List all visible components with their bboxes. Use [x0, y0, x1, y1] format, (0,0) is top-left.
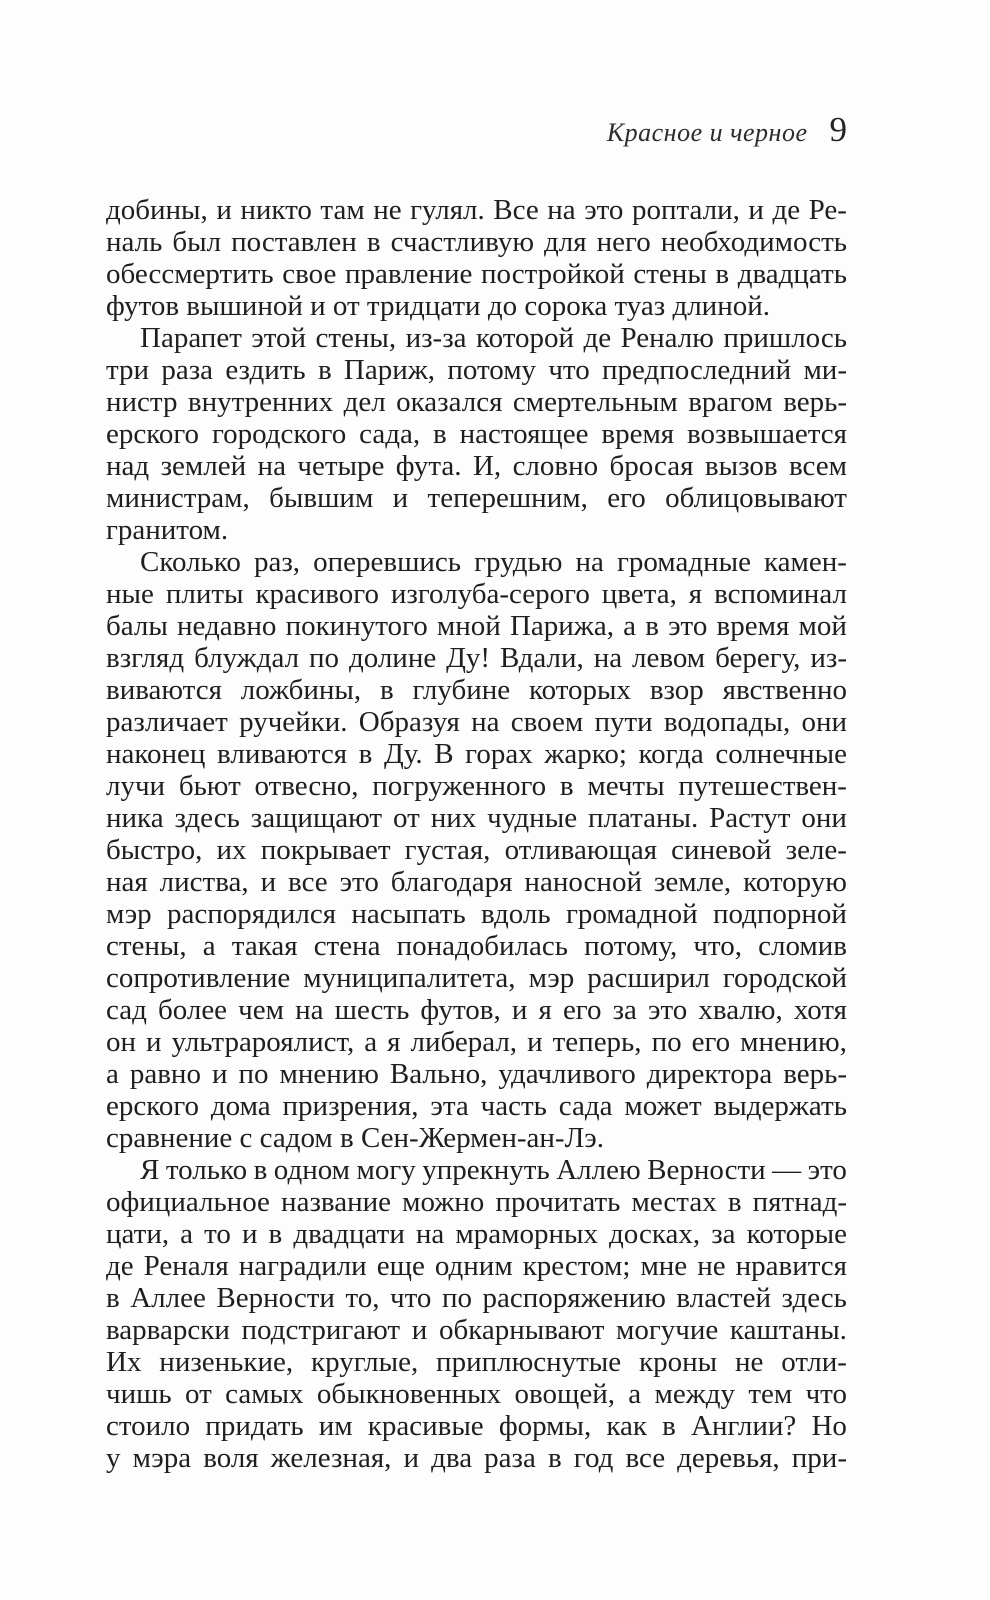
text-line: он и ультрароялист, а я либерал, и теперь, по его мнению,: [106, 1026, 847, 1058]
text-line: Их низенькие, круглые, приплюснутые кроны не отли-: [106, 1346, 847, 1378]
text-line: в Аллее Верности то, что по распоряжению властей здесь: [106, 1282, 847, 1314]
text-line: взгляд блуждал по долине Ду! Вдали, на левом берегу, из-: [106, 642, 847, 674]
text-line: лучи бьют отвесно, погруженного в мечты путешествен-: [106, 770, 847, 802]
text-line: чишь от самых обыкновенных овощей, а между тем что: [106, 1378, 847, 1410]
text-line: мэр распорядился насыпать вдоль громадной подпорной: [106, 898, 847, 930]
text-line: ерского городского сада, в настоящее время возвышается: [106, 418, 847, 450]
text-line: виваются ложбины, в глубине которых взор явственно: [106, 674, 847, 706]
text-line: варварски подстригают и обкарнывают могучие каштаны.: [106, 1314, 847, 1346]
text-line: сопротивление муниципалитета, мэр расширил городской: [106, 962, 847, 994]
text-line: ника здесь защищают от них чудные платаны. Растут они: [106, 802, 847, 834]
text-line: Сколько раз, оперевшись грудью на громадные камен-: [140, 546, 847, 578]
running-head: [607, 110, 847, 150]
text-line: быстро, их покрывает густая, отливающая синевой зеле-: [106, 834, 847, 866]
text-line: ная листва, и все это благодаря наносной земле, которую: [106, 866, 847, 898]
text-line: наль был поставлен в счастливую для него необходимость: [106, 226, 847, 258]
text-line: Я только в одном могу упрекнуть Аллею Верности — это: [140, 1154, 847, 1186]
text-line: а равно и по мнению Вально, удачливого директора верь-: [106, 1058, 847, 1090]
text-line: министрам, бывшим и теперешним, его облицовывают: [106, 482, 847, 514]
text-line: гранитом.: [106, 514, 229, 546]
text-line: добины, и никто там не гулял. Все на это роптали, и де Ре-: [106, 194, 847, 226]
text-line: три раза ездить в Париж, потому что предпоследний ми-: [106, 354, 847, 386]
text-line: стены, а такая стена понадобилась потому, что, сломив: [106, 930, 847, 962]
text-line: наконец вливаются в Ду. В горах жарко; когда солнечные: [106, 738, 847, 770]
page-number: 9: [829, 110, 847, 149]
text-line: сад более чем на шесть футов, и я его за это хвалю, хотя: [106, 994, 847, 1026]
text-line: де Реналя наградили еще одним крестом; мне не нравится: [106, 1250, 847, 1282]
text-line: различает ручейки. Образуя на своем пути водопады, они: [106, 706, 847, 738]
text-block: [106, 194, 847, 1474]
text-line: цати, а то и в двадцати на мраморных досках, за которые: [106, 1218, 847, 1250]
text-line: нистр внутренних дел оказался смертельным врагом верь-: [106, 386, 847, 418]
text-line: балы недавно покинутого мной Парижа, а в это время мой: [106, 610, 847, 642]
text-line: обессмертить свое правление постройкой стены в двадцать: [106, 258, 847, 290]
text-line: ные плиты красивого изголуба-серого цвета, я вспоминал: [106, 578, 847, 610]
text-line: ерского дома призрения, эта часть сада может выдержать: [106, 1090, 847, 1122]
running-title: Красное и черное: [606, 118, 808, 147]
text-line: футов вышиной и от тридцати до сорока туаз длиной.: [106, 290, 770, 322]
text-line: официальное название можно прочитать местах в пятнад-: [106, 1186, 847, 1218]
text-line: сравнение с садом в Сен-Жермен-ан-Лэ.: [106, 1122, 604, 1154]
text-line: стоило придать им красивые формы, как в Англии? Но: [106, 1410, 847, 1442]
text-line: над землей на четыре фута. И, словно бросая вызов всем: [106, 450, 847, 482]
text-line: у мэра воля железная, и два раза в год все деревья, при-: [106, 1442, 847, 1474]
text-line: Парапет этой стены, из-за которой де Реналю пришлось: [140, 322, 847, 354]
